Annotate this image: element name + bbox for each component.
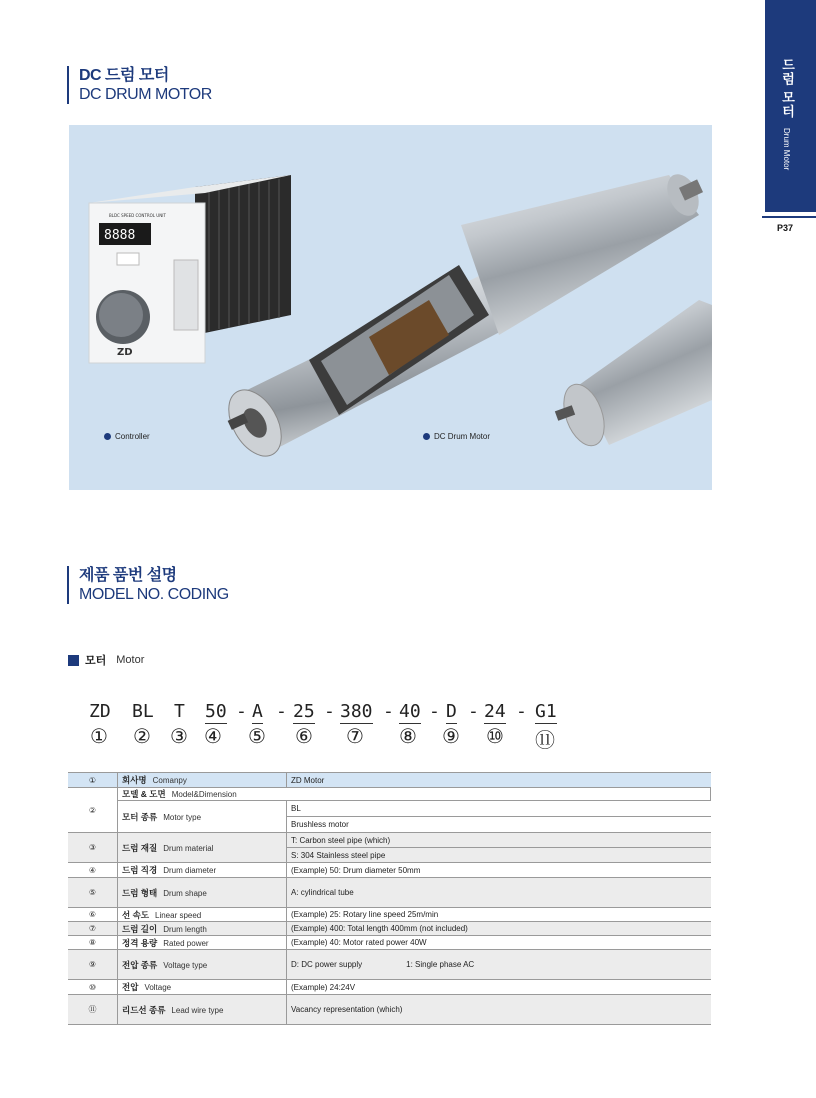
product-illustration bbox=[69, 125, 712, 490]
label-korean: 드럼 직경 bbox=[122, 865, 158, 875]
label-korean: 드럼 형태 bbox=[122, 887, 158, 898]
row-number: ⑥ bbox=[68, 908, 118, 922]
label-english: Drum length bbox=[163, 924, 207, 934]
model-coding-table bbox=[68, 772, 711, 1025]
motor-caption bbox=[423, 432, 490, 441]
row-label bbox=[118, 980, 287, 995]
table-row bbox=[68, 878, 711, 908]
section-title-korean: DC 드럼 모터 bbox=[79, 67, 169, 84]
code-dash: - bbox=[516, 701, 527, 722]
controller-unit bbox=[89, 175, 291, 363]
row-number: ④ bbox=[68, 863, 118, 878]
code-segment: G1 bbox=[535, 701, 557, 722]
row-value: (Example) 25: Rotary line speed 25m/min bbox=[287, 908, 711, 922]
label-english: Drum diameter bbox=[163, 866, 217, 875]
row-value: (Example) 400: Total length 400mm (not included) bbox=[287, 922, 711, 936]
label-korean: 모터 종류 bbox=[122, 811, 158, 822]
product-photo bbox=[69, 125, 712, 490]
label-korean: 회사명 bbox=[122, 775, 147, 785]
motor-caption-text: DC Drum Motor bbox=[434, 432, 491, 441]
table-row bbox=[68, 801, 711, 817]
section-title-product bbox=[67, 66, 212, 104]
table-row bbox=[68, 833, 711, 848]
code-segment: 50 bbox=[205, 701, 227, 722]
row-label bbox=[118, 788, 711, 801]
controller-caption-text: Controller bbox=[115, 432, 150, 441]
row-number: ⑩ bbox=[68, 980, 118, 995]
section-title-model-coding bbox=[67, 566, 229, 604]
side-tab-english: Drum Motor bbox=[782, 128, 791, 171]
row-label bbox=[118, 863, 287, 878]
section-title-english: MODEL NO. CODING bbox=[79, 586, 229, 603]
row-number: ③ bbox=[68, 833, 118, 863]
controller-display-text: 8888 bbox=[104, 228, 136, 243]
label-korean: 드럼 길이 bbox=[122, 923, 158, 934]
label-korean: 리드선 종류 bbox=[122, 1004, 166, 1015]
row-label bbox=[118, 801, 287, 833]
code-number: ① bbox=[90, 724, 108, 748]
code-segment: 40 bbox=[399, 701, 421, 722]
table-row bbox=[68, 922, 711, 936]
controller-logo: ZD bbox=[117, 347, 133, 358]
row-value: A: cylindrical tube bbox=[287, 878, 711, 908]
label-english: Voltage bbox=[144, 983, 172, 992]
row-number: ⑤ bbox=[68, 878, 118, 908]
row-value: S: 304 Stainless steel pipe bbox=[287, 848, 711, 863]
code-number: ⑪ bbox=[535, 728, 555, 752]
label-english: Comanpy bbox=[152, 776, 187, 785]
row-number: ② bbox=[68, 788, 118, 833]
code-number: ⑨ bbox=[442, 724, 460, 748]
row-label bbox=[118, 936, 287, 950]
label-english: Rated power bbox=[163, 938, 209, 948]
section-title-korean: 제품 품번 설명 bbox=[79, 567, 177, 584]
motor-subheading bbox=[68, 652, 144, 668]
row-number: ⑨ bbox=[68, 950, 118, 980]
label-english: Drum material bbox=[163, 843, 214, 853]
side-tab-korean: 드럼 모터 bbox=[780, 58, 795, 119]
drum-tube-second bbox=[555, 300, 712, 451]
table-row bbox=[68, 908, 711, 922]
code-segment: T bbox=[174, 701, 185, 722]
label-korean: 드럼 재질 bbox=[122, 842, 158, 853]
table-row bbox=[68, 788, 711, 801]
page-number: P37 bbox=[777, 223, 794, 233]
table-row bbox=[68, 863, 711, 878]
motor-subheading-korean: 모터 bbox=[85, 655, 107, 667]
code-number: ⑤ bbox=[248, 724, 266, 748]
table-row bbox=[68, 980, 711, 995]
label-english: Drum shape bbox=[163, 888, 207, 898]
code-number: ③ bbox=[170, 724, 188, 748]
label-korean: 전압 bbox=[122, 982, 139, 992]
row-number: ⑦ bbox=[68, 922, 118, 936]
code-segment: A bbox=[252, 701, 263, 722]
label-english: Lead wire type bbox=[171, 1005, 224, 1015]
row-value: (Example) 50: Drum diameter 50mm bbox=[287, 863, 711, 878]
side-divider bbox=[762, 216, 816, 218]
code-dash: - bbox=[383, 701, 394, 722]
code-dash: - bbox=[276, 701, 287, 722]
label-korean: 전압 종류 bbox=[122, 959, 158, 970]
code-segment: D bbox=[446, 701, 457, 722]
row-value: ZD Motor bbox=[287, 773, 711, 788]
row-value: Brushless motor bbox=[287, 817, 711, 833]
controller-header-text: BLDC SPEED CONTROL UNIT bbox=[109, 213, 166, 218]
row-value: BL bbox=[287, 801, 711, 817]
code-dash: - bbox=[324, 701, 335, 722]
motor-subheading-english: Motor bbox=[116, 654, 145, 666]
controller-caption bbox=[104, 432, 150, 441]
bullet-dot-icon bbox=[423, 433, 430, 440]
label-korean: 선 속도 bbox=[122, 909, 149, 920]
label-english: Model&Dimension bbox=[171, 790, 237, 799]
code-dash: - bbox=[429, 701, 440, 722]
code-dash: - bbox=[468, 701, 479, 722]
code-number: ⑧ bbox=[399, 724, 417, 748]
value-part: D: DC power supply bbox=[291, 960, 363, 969]
label-english: Voltage type bbox=[163, 960, 208, 970]
bullet-dot-icon bbox=[104, 433, 111, 440]
code-number: ④ bbox=[204, 724, 222, 748]
code-segment: 24 bbox=[484, 701, 506, 722]
section-title-english: DC DRUM MOTOR bbox=[79, 86, 212, 103]
code-number: ② bbox=[133, 724, 151, 748]
table-row bbox=[68, 950, 711, 980]
code-number: ⑩ bbox=[486, 724, 504, 748]
row-label bbox=[118, 878, 287, 908]
row-label bbox=[118, 908, 287, 922]
code-dash: - bbox=[236, 701, 247, 722]
row-number: ⑧ bbox=[68, 936, 118, 950]
label-english: Linear speed bbox=[155, 910, 202, 920]
side-tab bbox=[765, 0, 816, 212]
label-english: Motor type bbox=[163, 812, 202, 822]
row-value: Vacancy representation (which) bbox=[287, 995, 711, 1025]
value-part: 1: Single phase AC bbox=[406, 960, 475, 969]
table-row bbox=[68, 995, 711, 1025]
row-number: ① bbox=[68, 773, 118, 788]
row-number: ⑪ bbox=[68, 995, 118, 1025]
label-korean: 정격 용량 bbox=[122, 937, 158, 948]
code-segment: ZD bbox=[89, 701, 111, 722]
code-segment: 380 bbox=[340, 701, 373, 722]
row-value: (Example) 40: Motor rated power 40W bbox=[287, 936, 711, 950]
row-value: (Example) 24:24V bbox=[287, 980, 711, 995]
row-value: T: Carbon steel pipe (which) bbox=[287, 833, 711, 848]
table-row bbox=[68, 773, 711, 788]
square-bullet-icon bbox=[68, 655, 79, 666]
row-label bbox=[118, 773, 287, 788]
code-number: ⑦ bbox=[346, 724, 364, 748]
code-number: ⑥ bbox=[295, 724, 313, 748]
row-label bbox=[118, 995, 287, 1025]
table-row bbox=[68, 936, 711, 950]
row-value bbox=[287, 950, 711, 980]
code-segment: 25 bbox=[293, 701, 315, 722]
code-segment: BL bbox=[132, 701, 154, 722]
label-korean: 모델 & 도면 bbox=[122, 789, 166, 799]
row-label bbox=[118, 922, 287, 936]
row-label bbox=[118, 833, 287, 863]
row-label bbox=[118, 950, 287, 980]
